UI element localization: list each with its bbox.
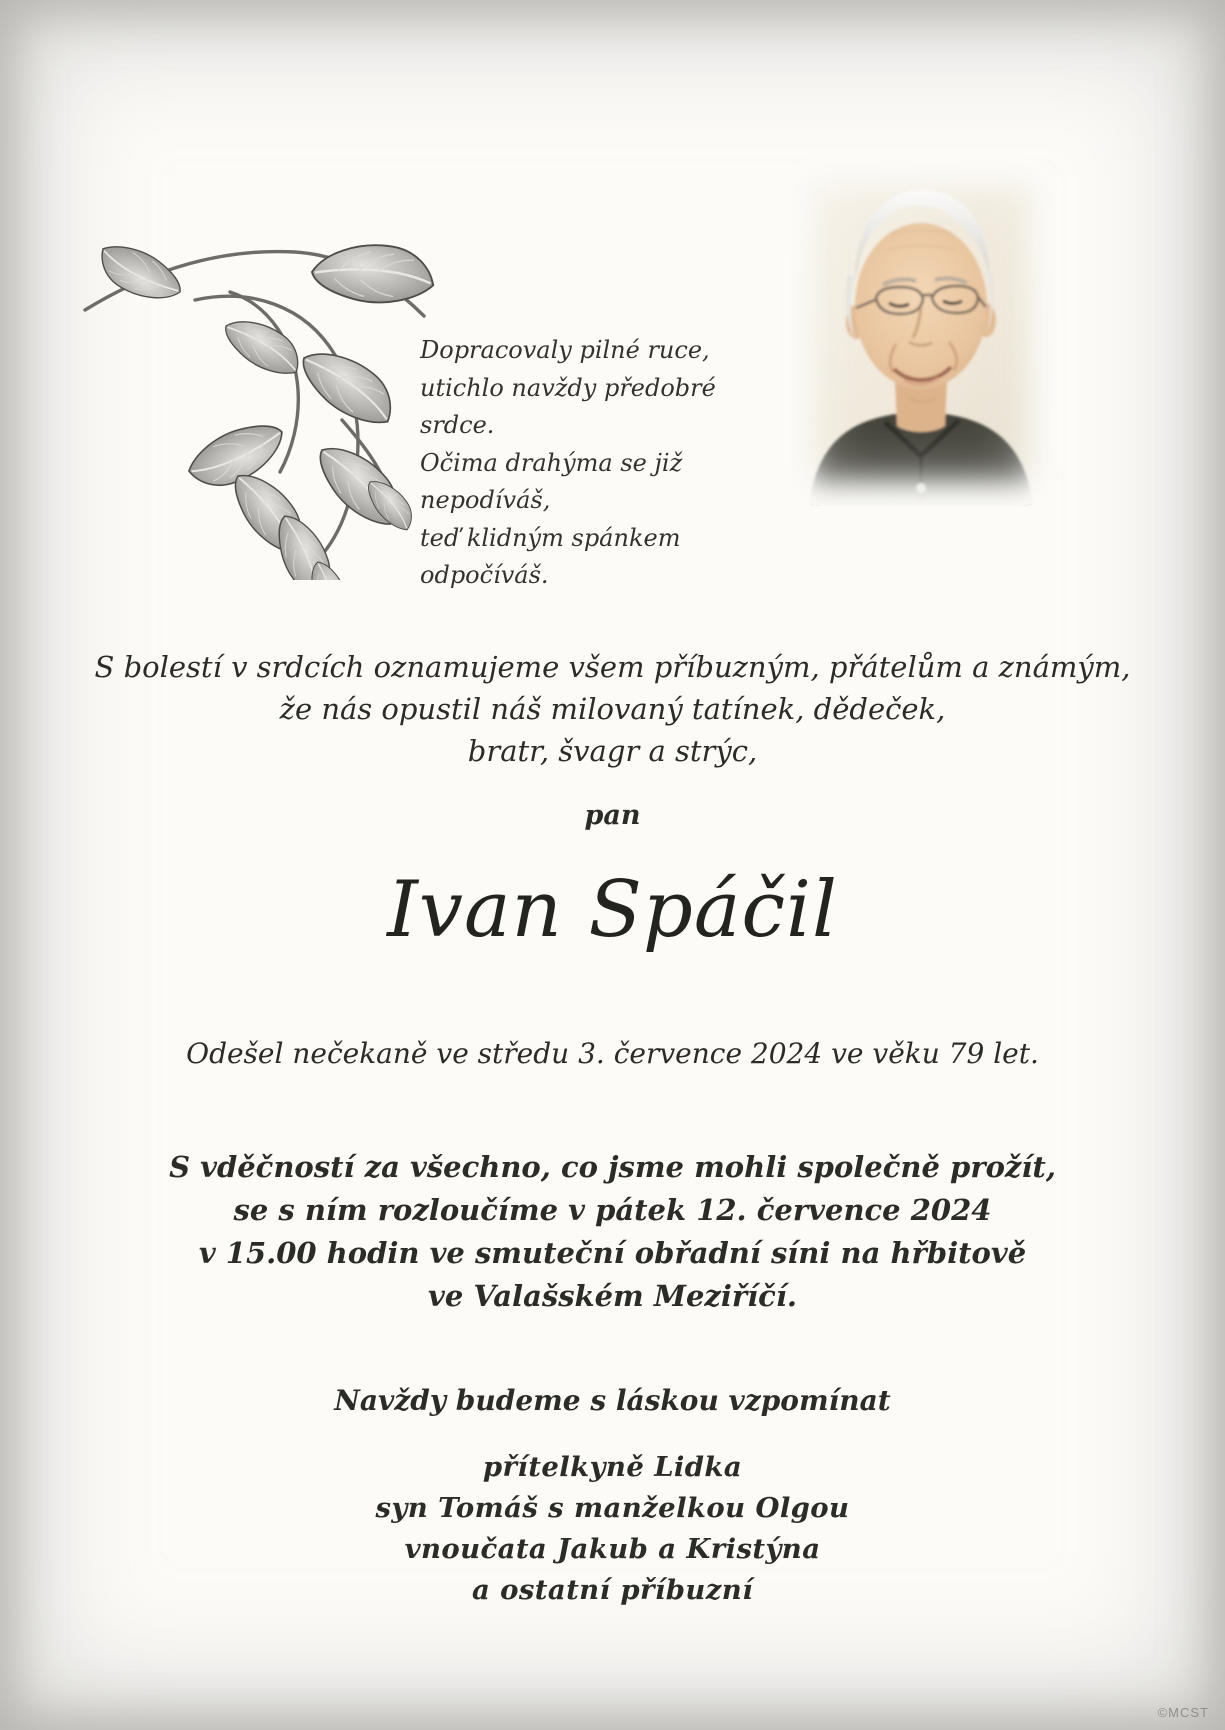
farewell-line: S vděčností za všechno, co jsme mohli společně prožít,	[169, 1150, 1056, 1184]
poem-line: utichlo navždy předobré srdce.	[420, 373, 716, 439]
passing-line: Odešel nečekaně ve středu 3. července 2024 ve věku 79 let.	[186, 1037, 1039, 1070]
watermark: ©MCST	[1157, 1705, 1209, 1720]
portrait-photo	[785, 158, 1057, 506]
deceased-name: Ivan Spáčil	[387, 865, 838, 955]
remembrance-line: Navždy budeme s láskou vzpomínat	[334, 1384, 891, 1417]
mourners-list	[0, 1447, 1225, 1611]
mourner-line: vnoučata Jakub a Kristýna	[404, 1533, 821, 1565]
mourner-line: a ostatní příbuzní	[471, 1574, 754, 1606]
silver-leaves-icon	[80, 120, 440, 580]
mourner-line: přítelkyně Lidka	[482, 1451, 743, 1483]
announcement-line: že nás opustil náš milovaný tatínek, dědeček,	[279, 692, 946, 726]
announcement	[0, 646, 1225, 772]
farewell-line: v 15.00 hodin ve smuteční obřadní síni na hřbitově	[198, 1236, 1027, 1270]
poem-line: Očima drahýma se již nepodíváš,	[420, 448, 683, 514]
farewell-line: ve Valašském Meziříčí.	[428, 1279, 797, 1313]
announcement-line: S bolestí v srdcích oznamujeme všem příbuzným, přátelům a známým,	[94, 650, 1131, 684]
farewell-line: se s ním rozloučíme v pátek 12. července 2024	[233, 1193, 992, 1227]
poem-line: Dopracovaly pilné ruce,	[420, 336, 710, 364]
poem	[420, 332, 750, 595]
poem-line: teď klidným spánkem odpočíváš.	[420, 523, 681, 589]
announcement-line: bratr, švagr a strýc,	[467, 734, 758, 768]
mourner-line: syn Tomáš s manželkou Olgou	[375, 1492, 850, 1524]
honorific: pan	[584, 800, 641, 831]
farewell-details	[0, 1146, 1225, 1318]
